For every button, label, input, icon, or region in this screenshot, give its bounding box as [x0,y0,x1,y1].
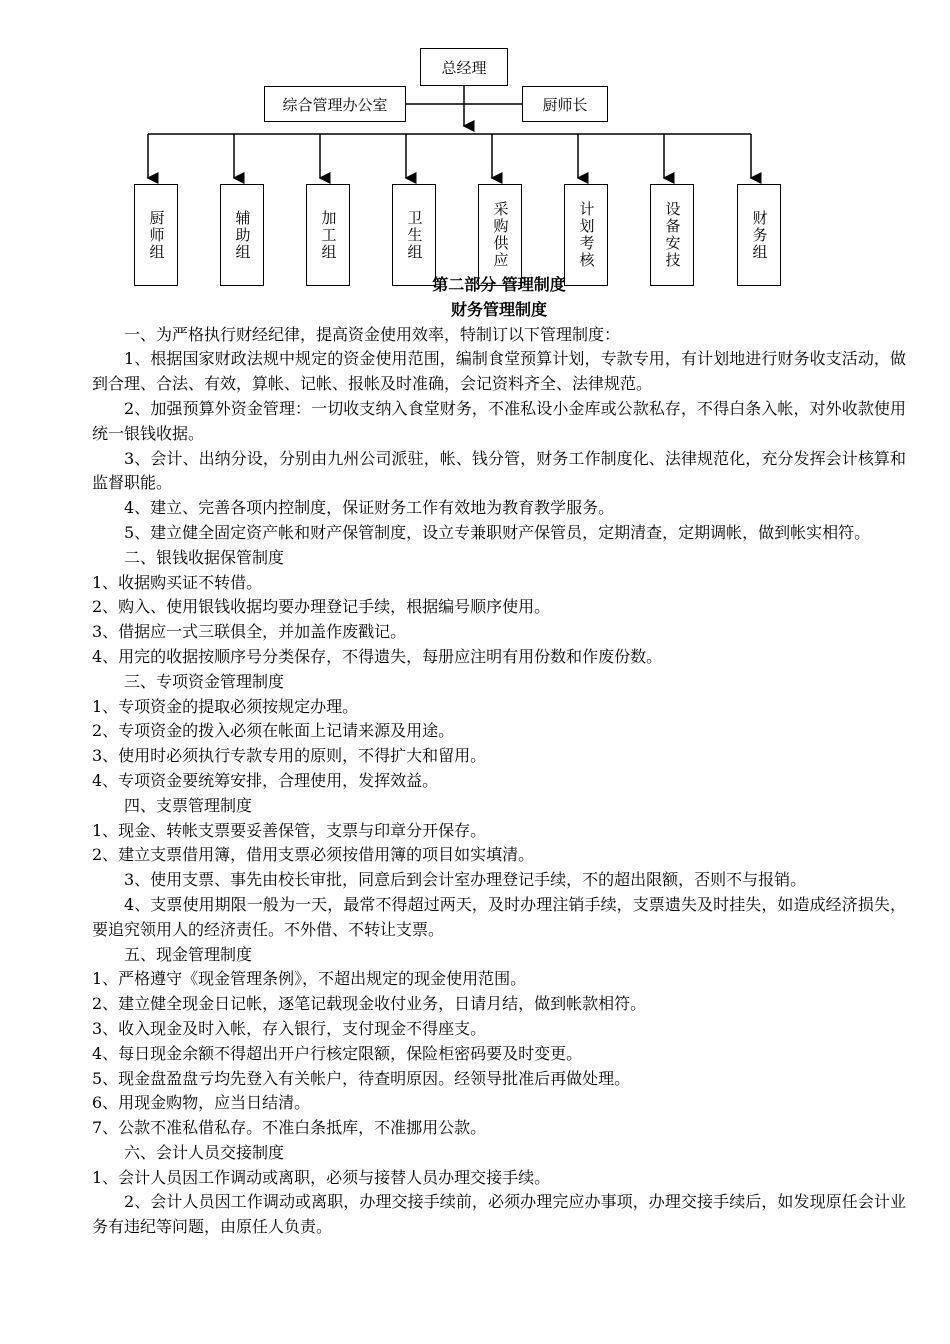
section-heading: 三、专项资金管理制度 [124,671,285,691]
paragraph: 3、会计、出纳分设，分别由九州公司派驻，帐、钱分管，财务工作制度化、法律规范化，充分发挥会计核算和监督职能。 [92,448,906,493]
paragraph: 5、现金盘盈盘亏均先登入有关帐户，待查明原因。经领导批准后再做处理。 [92,1068,631,1088]
paragraph: 2、购入、使用银钱收据均要办理登记手续，根据编号顺序使用。 [92,597,551,617]
org-label-head-chef: 厨师长 [542,95,588,114]
org-group-label: 厨师组 [147,209,166,261]
paragraph: 3、收入现金及时入帐，存入银行，支付现金不得座支。 [92,1018,487,1038]
paragraph: 2、建立支票借用簿，借用支票必须按借用簿的项目如实填清。 [92,845,535,865]
paragraph: 1、现金、转帐支票要妥善保管，支票与印章分开保存。 [92,820,487,840]
paragraph: 1、专项资金的提取必须按规定办理。 [92,696,359,716]
org-box-group [650,184,694,286]
paragraph: 4、用完的收据按顺序号分类保存，不得遗失，每册应注明有用份数和作废份数。 [92,646,663,666]
org-box-general-manager [420,48,508,86]
paragraph: 1、收据购买证不转借。 [92,572,263,592]
org-label-admin-office: 综合管理办公室 [282,95,388,114]
paragraph: 2、会计人员因工作调动或离职，办理交接手续前，必须办理完应办事项，办理交接手续后，如发现原任会计业务有违纪等问题，由原任人负责。 [92,1192,906,1237]
org-group-label: 卫生组 [405,209,424,261]
org-box-group [392,184,436,286]
org-group-label: 辅助组 [233,209,252,261]
org-box-group [220,184,264,286]
org-label-general-manager: 总经理 [441,58,487,77]
paragraph: 1、严格遵守《现金管理条例》，不超出规定的现金使用范围。 [92,969,527,989]
org-group-label: 加工组 [319,209,338,261]
section-title: 财务管理制度 [450,299,547,319]
paragraph: 3、使用时必须执行专款专用的原则，不得扩大和留用。 [92,746,487,766]
paragraph: 1、会计人员因工作调动或离职，必须与接替人员办理交接手续。 [92,1167,551,1187]
paragraph: 2、建立健全现金日记帐，逐笔记载现金收付业务，日请月结，做到帐款相符。 [92,994,647,1014]
paragraph: 6、用现金购物，应当日结清。 [92,1093,311,1113]
org-box-group [737,184,781,286]
paragraph: 5、建立健全固定资产帐和财产保管制度，设立专兼职财产保管员，定期清查，定期调帐，做到帐实相符。 [124,522,871,542]
paragraph: 一、为严格执行财经纪律，提高资金使用效率，特制订以下管理制度： [124,324,621,344]
org-box-head-chef [522,86,608,122]
paragraph: 4、专项资金要统筹安排，合理使用，发挥效益。 [92,770,439,790]
paragraph: 2、加强预算外资金管理：一切收支纳入食堂财务，不准私设小金库或公款私存，不得白条入帐，对外收款使用统一银钱收据。 [92,398,906,443]
paragraph: 7、公款不准私借私存。不准白条抵库，不准挪用公款。 [92,1118,487,1138]
paragraph: 3、使用支票、事先由校长审批，同意后到会计室办理登记手续，不的超出限额，否则不与报销。 [124,870,807,890]
org-group-label: 财务组 [750,209,769,261]
paragraph: 1、根据国家财政法规中规定的资金使用范围，编制食堂预算计划，专款专用，有计划地进行财务收支活动，做到合理、合法、有效，算帐、记帐、报帐及时准确，会记资料齐全、法律规范。 [92,349,906,394]
org-group-label: 采购供应 [491,201,510,269]
paragraph: 3、借据应一式三联俱全，并加盖作废戳记。 [92,622,407,642]
section-heading: 六、会计人员交接制度 [124,1142,285,1162]
section-heading: 五、现金管理制度 [124,944,253,964]
org-box-group [306,184,350,286]
paragraph: 4、建立、完善各项内控制度，保证财务工作有效地为教育教学服务。 [124,498,615,518]
part-title: 第二部分 管理制度 [432,275,566,294]
document-body [92,273,906,1240]
org-box-group [564,184,608,286]
org-group-label: 设备安技 [663,201,682,269]
paragraph: 2、专项资金的拨入必须在帐面上记请来源及用途。 [92,721,455,741]
section-heading: 四、支票管理制度 [124,795,253,815]
org-box-group [478,184,522,286]
org-group-label: 计划考核 [577,201,596,269]
section-heading: 二、银钱收据保管制度 [124,547,285,567]
org-box-group [134,184,178,286]
org-box-admin-office [264,86,406,122]
paragraph: 4、支票使用期限一般为一天，最常不得超过两天，及时办理注销手续，支票遗失及时挂失，如造成经济损失，要追究领用人的经济责任。不外借、不转让支票。 [92,894,906,939]
paragraph: 4、每日现金余额不得超出开户行核定限额，保险柜密码要及时变更。 [92,1043,583,1063]
org-chart [0,0,950,300]
